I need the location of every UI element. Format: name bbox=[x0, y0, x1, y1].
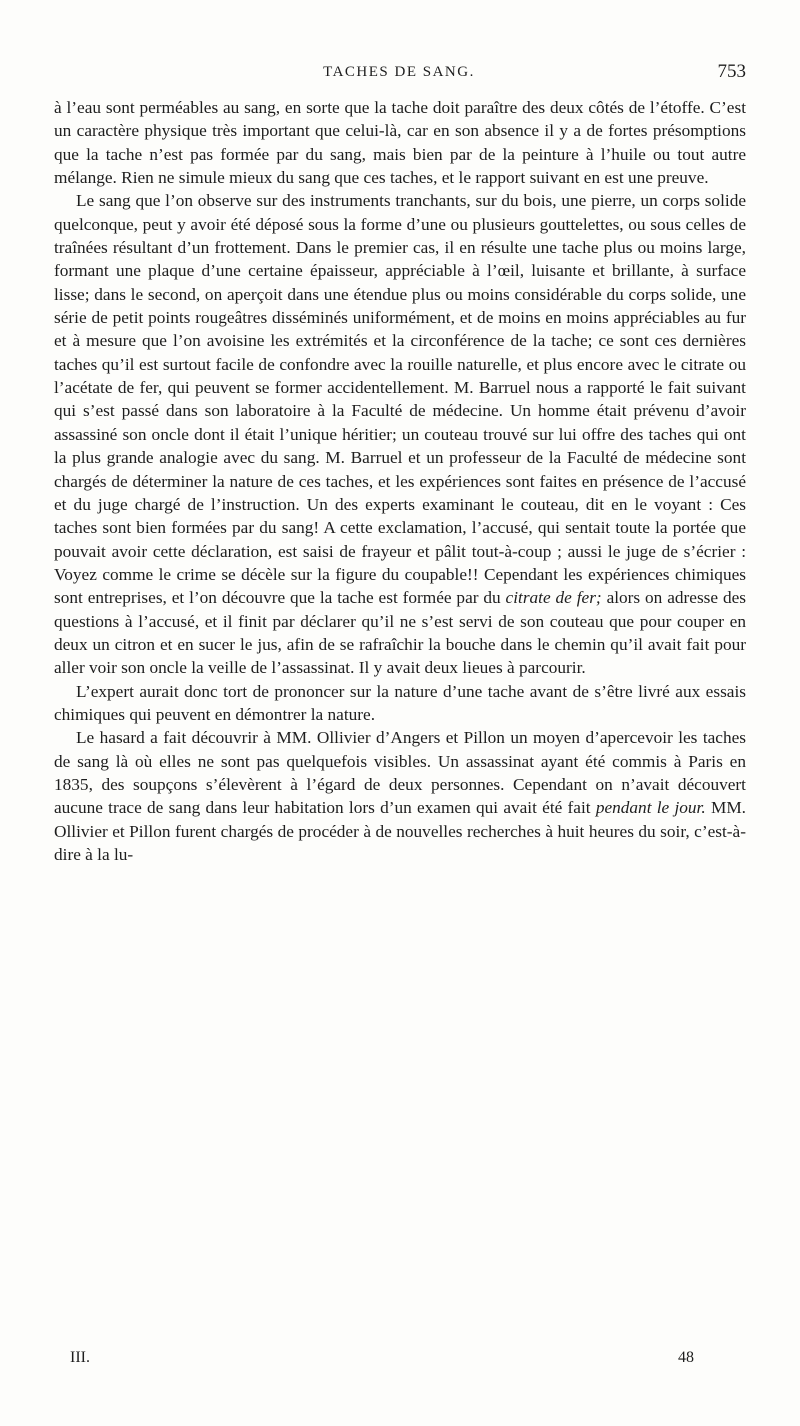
page-number: 753 bbox=[717, 61, 746, 82]
page-footer bbox=[0, 1349, 800, 1373]
paragraph-text: Le sang que l’on observe sur des instruments tranchants, sur du bois, une pierre, un corps solide quelconque, peut y avoir été déposé sous la forme d’une ou plusieurs gouttelettes, ou sous celles de traînées résultant d’un frottement. Dans le premier cas, il en résulte une tache plus ou moins large, formant une plaque d’une certaine épaisseur, appréciable à l’œil, luisante et brillante, à surface lisse; dans le second, on aperçoit dans une étendue plus ou moins considérable du corps solide, une série de petit points rougeâtres disséminés uniformément, et de moins en moins appréciables au fur et à mesure que l’on avoisine les extrémités et la circonférence de la tache; ce sont ces dernières taches qu’il est surtout facile de confondre avec la rouille naturelle, et plus encore avec le citrate ou l’acétate de fer, qui peuvent se former accidentellement. M. Barruel nous a rapporté le fait suivant qui s’est passé dans son laboratoire à la Faculté de médecine. Un homme était prévenu d’avoir assassiné son oncle dont il était l’unique héritier; un couteau trouvé sur lui offre des taches qui ont la plus grande analogie avec du sang. M. Barruel et un professeur de la Faculté de médecine sont chargés de déterminer la nature de ces taches, et les expériences sont faites en présence de l’accusé et du juge chargé de l’instruction. Un des experts examinant le couteau, dit en le voyant : Ces taches sont bien formées par du sang! A cette exclamation, l’accusé, qui sentait toute la portée que pouvait avoir cette déclaration, est saisi de frayeur et pâlit tout-à-coup ; aussi le juge de s’écrier : Voyez comme le crime se décèle sur la figure du coupable!! Cependant les expériences chimiques sont entreprises, et l’on découvre que la tache est formée par du bbox=[54, 191, 746, 608]
running-title: TACHES DE SANG. bbox=[323, 64, 475, 80]
paragraph-4 bbox=[54, 726, 746, 866]
body-text bbox=[54, 96, 746, 866]
paragraph-text: Le hasard a fait découvrir à MM. Ollivier d’Angers et Pillon un moyen d’apercevoir les taches de sang là où elles ne sont pas quelquefois visibles. Un assassinat ayant été commis à Paris en 1835, des soupçons s’élevèrent à l’égard de deux personnes. Cependant on n’avait découvert aucune trace de sang dans leur habitation lors d’un examen qui avait été fait bbox=[54, 728, 746, 818]
italic-emphasis: pendant le jour. bbox=[595, 798, 706, 818]
paragraph-1 bbox=[54, 96, 746, 189]
sheet-signature: 48 bbox=[678, 1349, 694, 1366]
paragraph-text: L’expert aurait donc tort de prononcer sur la nature d’une tache avant de s’être livré aux essais chimiques qui peuvent en démontrer la nature. bbox=[54, 681, 746, 724]
paragraph-2 bbox=[54, 189, 746, 679]
paragraph-3 bbox=[54, 680, 746, 727]
paragraph-text-continued: MM. Ollivier et Pillon furent chargés de procéder à de nouvelles recherches à huit heures du soir, c’est-à-dire à la lu- bbox=[54, 798, 747, 864]
paragraph-text: à l’eau sont perméables au sang, en sorte que la tache doit paraître des deux côtés de l’étoffe. C’est un caractère physique très important que celui-là, car en son absence il y a de fortes présomptions que la tache n’est pas formée par du sang, mais bien par de la peinture à l’huile ou tout autre mélange. Rien ne simule mieux du sang que ces taches, et le rapport suivant en est une preuve. bbox=[54, 98, 746, 188]
volume-signature: III. bbox=[70, 1349, 90, 1366]
paragraph-text-continued: alors on adresse des questions à l’accusé, et il finit par déclarer qu’il ne s’est servi de son couteau que pour couper en deux un citron et en sucer le jus, afin de se rafraîchir la bouche dans le chemin qu’il avait fait pour aller voir son oncle la veille de l’assassinat. Il y avait deux lieues à parcourir. bbox=[54, 588, 746, 678]
page-header bbox=[52, 61, 746, 86]
italic-emphasis: citrate de fer; bbox=[505, 588, 602, 608]
